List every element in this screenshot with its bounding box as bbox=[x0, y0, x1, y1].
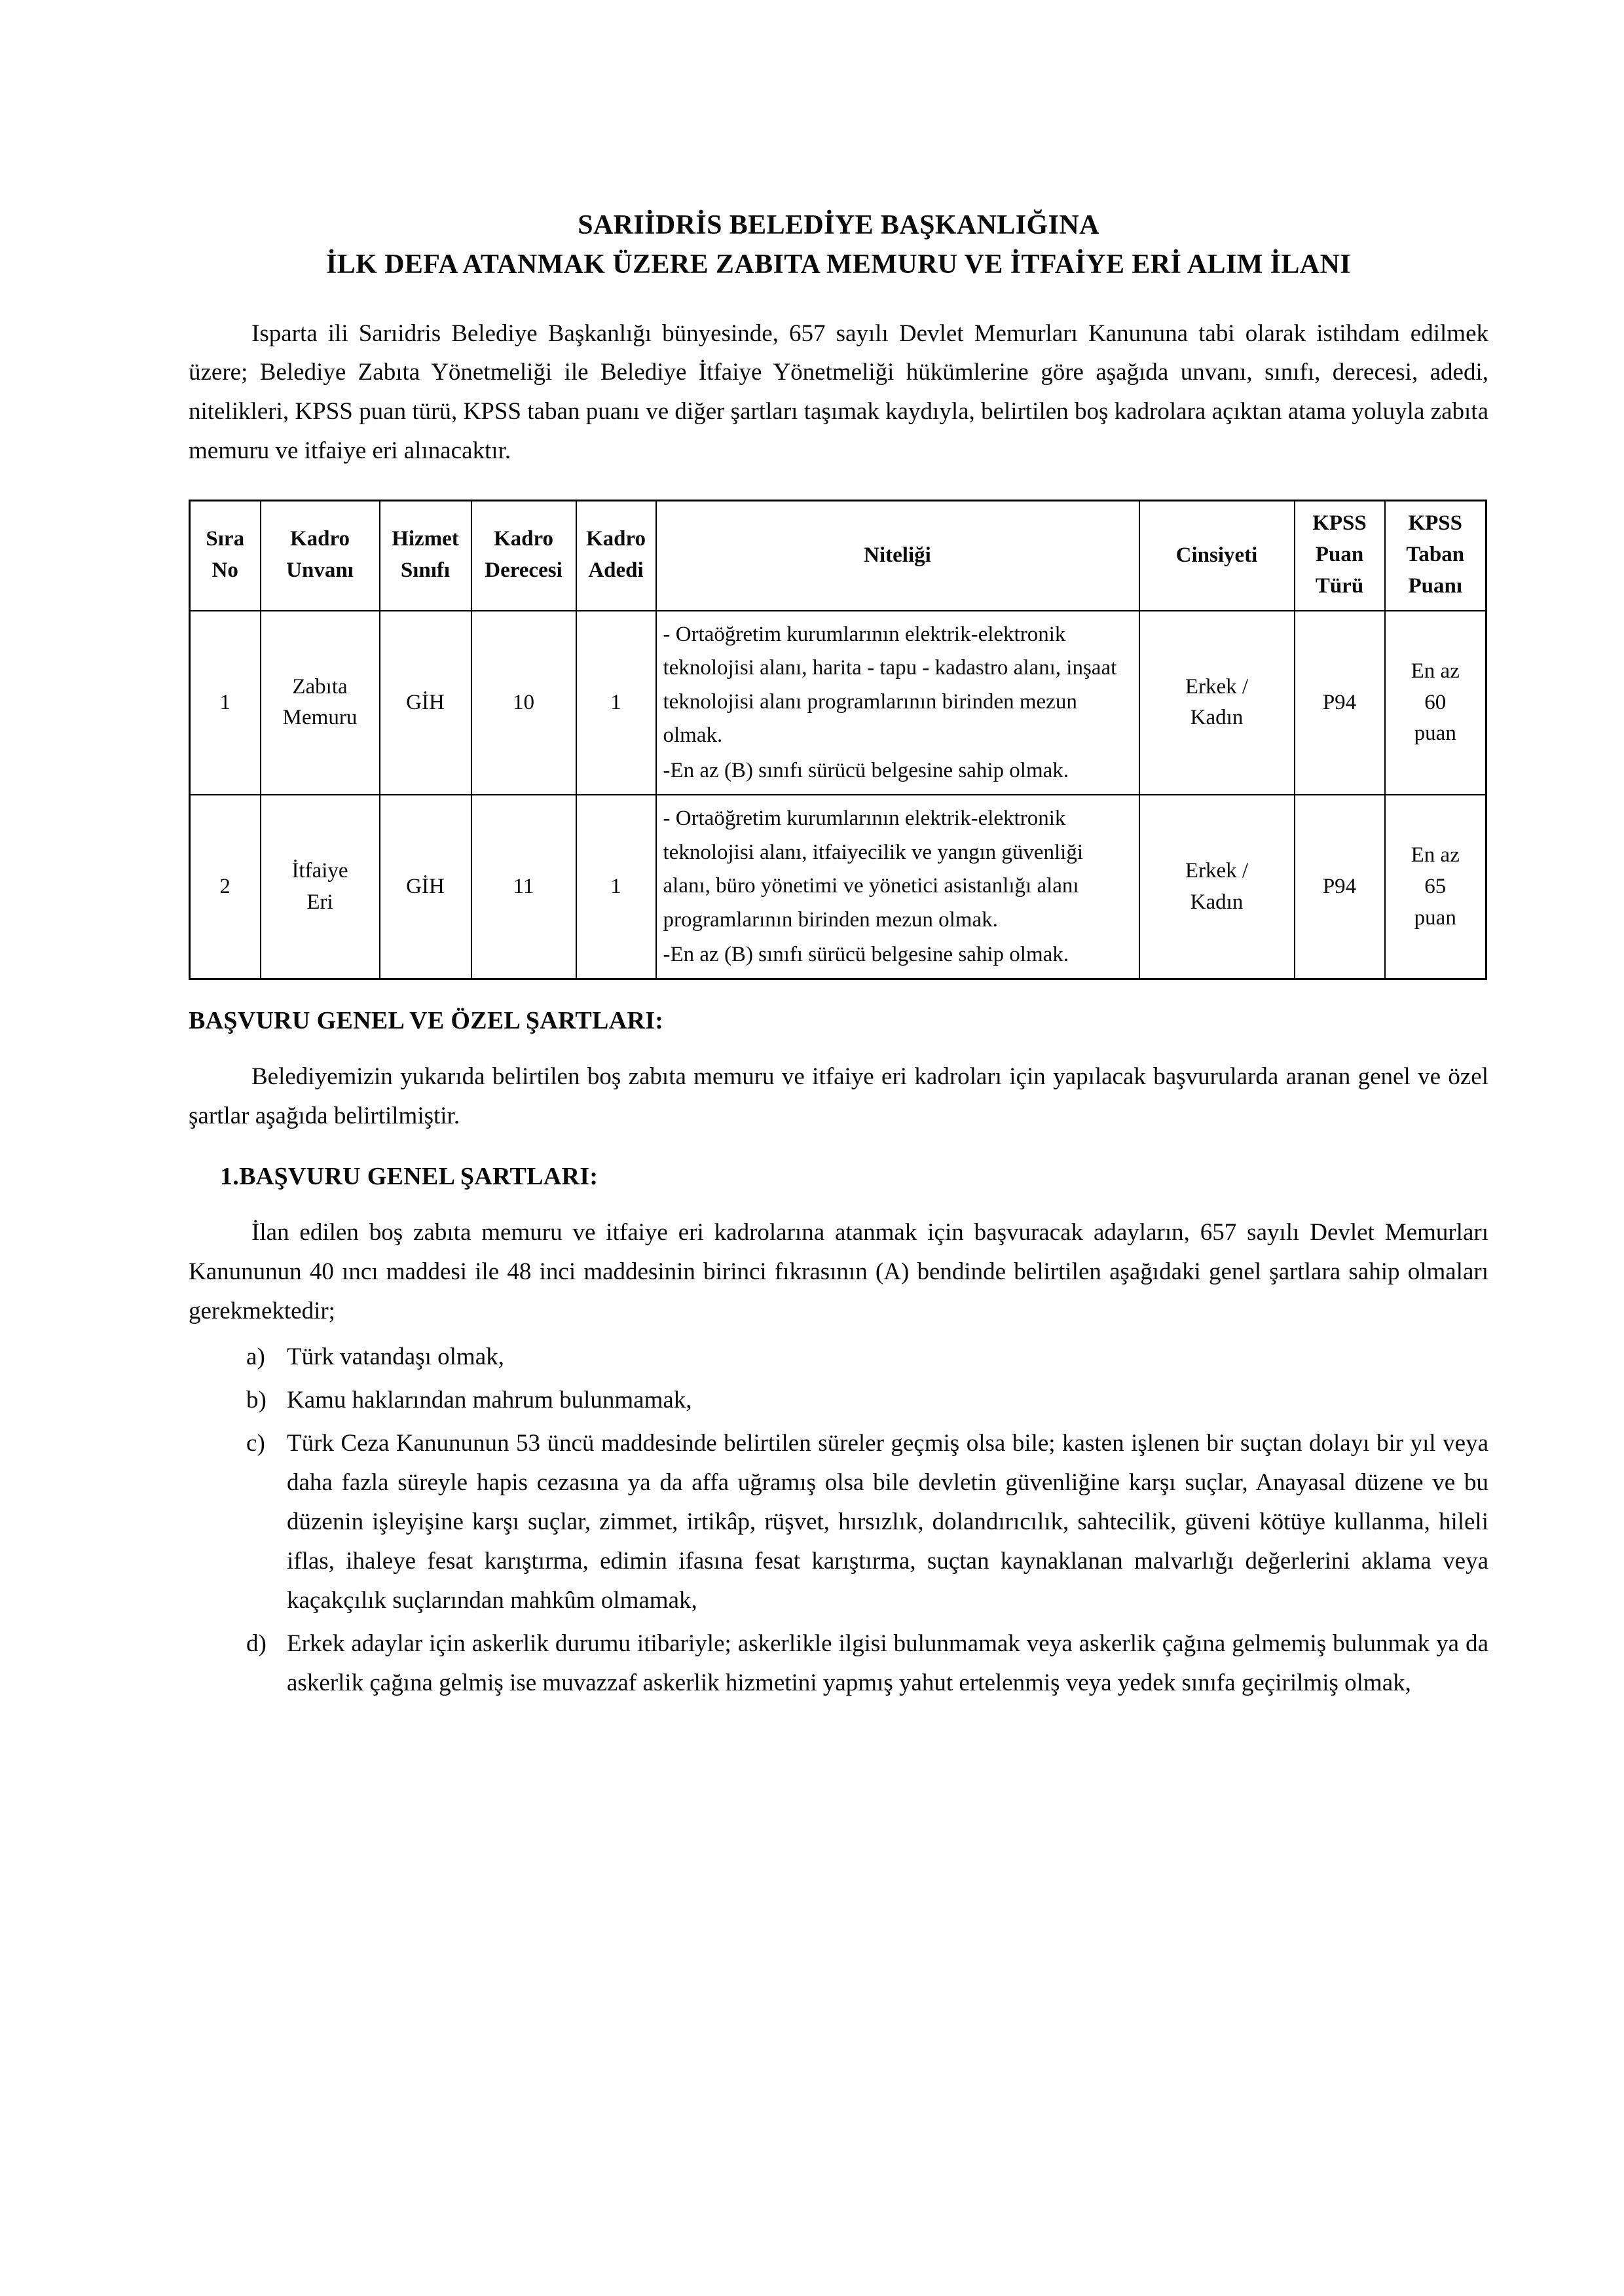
column-header-sira-no bbox=[190, 501, 261, 611]
jobs-table bbox=[189, 500, 1487, 980]
column-header-cinsiyeti: Cinsiyeti bbox=[1139, 501, 1295, 611]
cell-kadro-unvani-line1: İtfaiye bbox=[291, 858, 348, 883]
cell-kpss-taban-line1: En az bbox=[1411, 843, 1460, 867]
genel-sartlar-list bbox=[189, 1338, 1488, 1702]
column-header-kpss-puan-turu-line3: Türü bbox=[1315, 574, 1364, 598]
cell-kpss-taban-puani bbox=[1385, 611, 1486, 795]
column-header-kadro-adedi-line2: Adedi bbox=[588, 558, 644, 583]
cell-niteligi-item2: -En az (B) sınıfı sürücü belgesine sahip olmak. bbox=[663, 943, 1069, 966]
list-item: Kamu haklarından mahrum bulunmamak, bbox=[287, 1387, 692, 1414]
jobs-table-head bbox=[190, 501, 1486, 611]
column-header-hizmet-sinifi bbox=[380, 501, 471, 611]
cell-cinsiyeti-line1: Erkek / bbox=[1185, 674, 1249, 699]
cell-cinsiyeti-line1: Erkek / bbox=[1185, 858, 1249, 883]
cell-kadro-unvani-line2: Eri bbox=[306, 890, 333, 914]
column-header-hizmet-sinifi-line2: Sınıfı bbox=[400, 558, 451, 583]
cell-cinsiyeti-line2: Kadın bbox=[1190, 890, 1244, 914]
table-row bbox=[190, 795, 1486, 979]
document-title-block bbox=[189, 208, 1488, 283]
column-header-kpss-taban-puani-line1: KPSS bbox=[1408, 511, 1463, 536]
cell-kadro-unvani-line2: Memuru bbox=[282, 706, 358, 730]
column-header-kadro-adedi-line1: Kadro bbox=[585, 527, 646, 551]
cell-kadro-unvani bbox=[261, 795, 380, 979]
cell-niteligi-item1: - Ortaöğretim kurumlarının elektrik-elektronik teknolojisi alanı, itfaiyecilik ve yangın güvenliği alanı, büro yönetimi ve yönetici asistanlığı alanı programlarının birinden mezun olmak. bbox=[663, 807, 1084, 932]
cell-kpss-taban-line3: puan bbox=[1414, 905, 1456, 930]
jobs-table-wrapper bbox=[189, 500, 1488, 980]
cell-hizmet-sinifi: GİH bbox=[380, 795, 471, 979]
column-header-kpss-taban-puani bbox=[1385, 501, 1486, 611]
column-header-kadro-derecesi-line2: Derecesi bbox=[485, 558, 563, 583]
table-header-row bbox=[190, 501, 1486, 611]
section-paragraph-basvuru-sartlari: Belediyemizin yukarıda belirtilen boş zabıta memuru ve itfaiye eri kadroları için yapılacak başvurularda aranan genel ve özel şartlar aşağıda belirtilmiştir. bbox=[189, 1063, 1488, 1130]
document-content bbox=[189, 0, 1488, 1703]
column-header-kadro-unvani-line1: Kadro bbox=[289, 527, 350, 551]
page-title-secondary: İLK DEFA ATANMAK ÜZERE ZABITA MEMURU VE İTFAİYE ERİ ALIM İLANI bbox=[326, 249, 1351, 280]
cell-kpss-taban-line3: puan bbox=[1414, 721, 1456, 746]
list-item: Türk vatandaşı olmak, bbox=[287, 1343, 504, 1371]
column-header-kadro-adedi bbox=[576, 501, 656, 611]
column-header-kadro-derecesi-line1: Kadro bbox=[493, 527, 554, 551]
list-item: Erkek adaylar için askerlik durumu itibariyle; askerlikle ilgisi bulunmamak veya askerlik çağına gelmemiş bulunmak ya da askerlik çağına gelmiş ise muvazzaf askerlik hizmetini yapmış yahut ertelenmiş veya yedek sınıfa geçirilmiş olmak, bbox=[287, 1630, 1488, 1696]
section-heading-genel-sartlari: 1.BAŞVURU GENEL ŞARTLARI: bbox=[220, 1163, 599, 1191]
cell-cinsiyeti bbox=[1139, 611, 1295, 795]
column-header-kpss-puan-turu bbox=[1295, 501, 1385, 611]
column-header-sira-no-line1: Sıra bbox=[206, 527, 245, 551]
list-item: Türk Ceza Kanununun 53 üncü maddesinde belirtilen süreler geçmiş olsa bile; kasten işlenen bir suçtan dolayı bir yıl veya daha fazla süreyle hapis cezasına ya da affa uğramış olsa bile devletin güvenliğine karşı suçlar, Anayasal düzene ve bu düzenin işleyişine karşı suçlar, zimmet, irtikâp, rüşvet, hırsızlık, dolandırıcılık, sahtecilik, güveni kötüye kullanma, hileli iflas, ihaleye fesat karıştırma, edimin ifasına fesat karıştırma, suçtan kaynaklanan malvarlığı değerlerini aklama veya kaçakçılık suçlarından mahkûm olmamak, bbox=[287, 1430, 1488, 1614]
cell-niteligi bbox=[656, 795, 1139, 979]
cell-kpss-puan-turu: P94 bbox=[1295, 795, 1385, 979]
cell-kadro-adedi: 1 bbox=[576, 611, 656, 795]
cell-kadro-adedi: 1 bbox=[576, 795, 656, 979]
cell-kpss-taban-line2: 65 bbox=[1424, 874, 1447, 898]
cell-kpss-taban-puani bbox=[1385, 795, 1486, 979]
column-header-hizmet-sinifi-line1: Hizmet bbox=[392, 527, 459, 551]
cell-sira-no: 1 bbox=[190, 611, 261, 795]
jobs-table-body bbox=[190, 611, 1486, 979]
column-header-niteligi: Niteliği bbox=[656, 501, 1139, 611]
column-header-kadro-unvani bbox=[261, 501, 380, 611]
cell-kadro-unvani bbox=[261, 611, 380, 795]
cell-kadro-derecesi: 10 bbox=[471, 611, 576, 795]
cell-niteligi-item1: - Ortaöğretim kurumlarının elektrik-elektronik teknolojisi alanı, harita - tapu - kadastro alanı, inşaat teknolojisi alanı programlarının birinden mezun olmak. bbox=[663, 622, 1117, 748]
table-row bbox=[190, 611, 1486, 795]
section-heading-basvuru-sartlari: BAŞVURU GENEL VE ÖZEL ŞARTLARI: bbox=[189, 1007, 664, 1035]
cell-cinsiyeti bbox=[1139, 795, 1295, 979]
cell-kpss-taban-line1: En az bbox=[1411, 659, 1460, 683]
cell-niteligi-item2: -En az (B) sınıfı sürücü belgesine sahip olmak. bbox=[663, 758, 1069, 782]
column-header-kadro-derecesi bbox=[471, 501, 576, 611]
cell-niteligi bbox=[656, 611, 1139, 795]
section-paragraph-genel-sartlari: İlan edilen boş zabıta memuru ve itfaiye eri kadrolarına atanmak için başvuracak adayların, 657 sayılı Devlet Memurları Kanununun 40 ıncı maddesi ile 48 inci maddesinin birinci fıkrasının (A) bendinde belirtilen aşağıdaki genel şartlara sahip olmaları gerekmektedir; bbox=[189, 1219, 1488, 1325]
column-header-kpss-puan-turu-line2: Puan bbox=[1315, 543, 1364, 567]
cell-kadro-derecesi: 11 bbox=[471, 795, 576, 979]
column-header-kpss-puan-turu-line1: KPSS bbox=[1312, 511, 1367, 536]
cell-kpss-puan-turu: P94 bbox=[1295, 611, 1385, 795]
cell-kadro-unvani-line1: Zabıta bbox=[292, 674, 348, 699]
cell-cinsiyeti-line2: Kadın bbox=[1190, 706, 1244, 730]
cell-kpss-taban-line2: 60 bbox=[1424, 690, 1447, 714]
column-header-kpss-taban-puani-line2: Taban bbox=[1406, 543, 1465, 567]
cell-hizmet-sinifi: GİH bbox=[380, 611, 471, 795]
cell-sira-no: 2 bbox=[190, 795, 261, 979]
column-header-kadro-unvani-line2: Unvanı bbox=[286, 558, 354, 583]
intro-paragraph: Isparta ili Sarıidris Belediye Başkanlığı bünyesinde, 657 sayılı Devlet Memurları Kanununa tabi olarak istihdam edilmek üzere; Belediye Zabıta Yönetmeliği ile Belediye İtfaiye Yönetmeliği hükümlerine göre aşağıda unvanı, sınıfı, derecesi, adedi, nitelikleri, KPSS puan türü, KPSS taban puanı ve diğer şartları taşımak kaydıyla, belirtilen boş kadrolara açıktan atama yoluyla zabıta memuru ve itfaiye eri alınacaktır. bbox=[189, 319, 1488, 465]
column-header-sira-no-line2: No bbox=[212, 558, 238, 583]
column-header-kpss-taban-puani-line3: Puanı bbox=[1408, 574, 1463, 598]
page-title-primary: SARIİDRİS BELEDİYE BAŞKANLIĞINA bbox=[578, 210, 1099, 240]
